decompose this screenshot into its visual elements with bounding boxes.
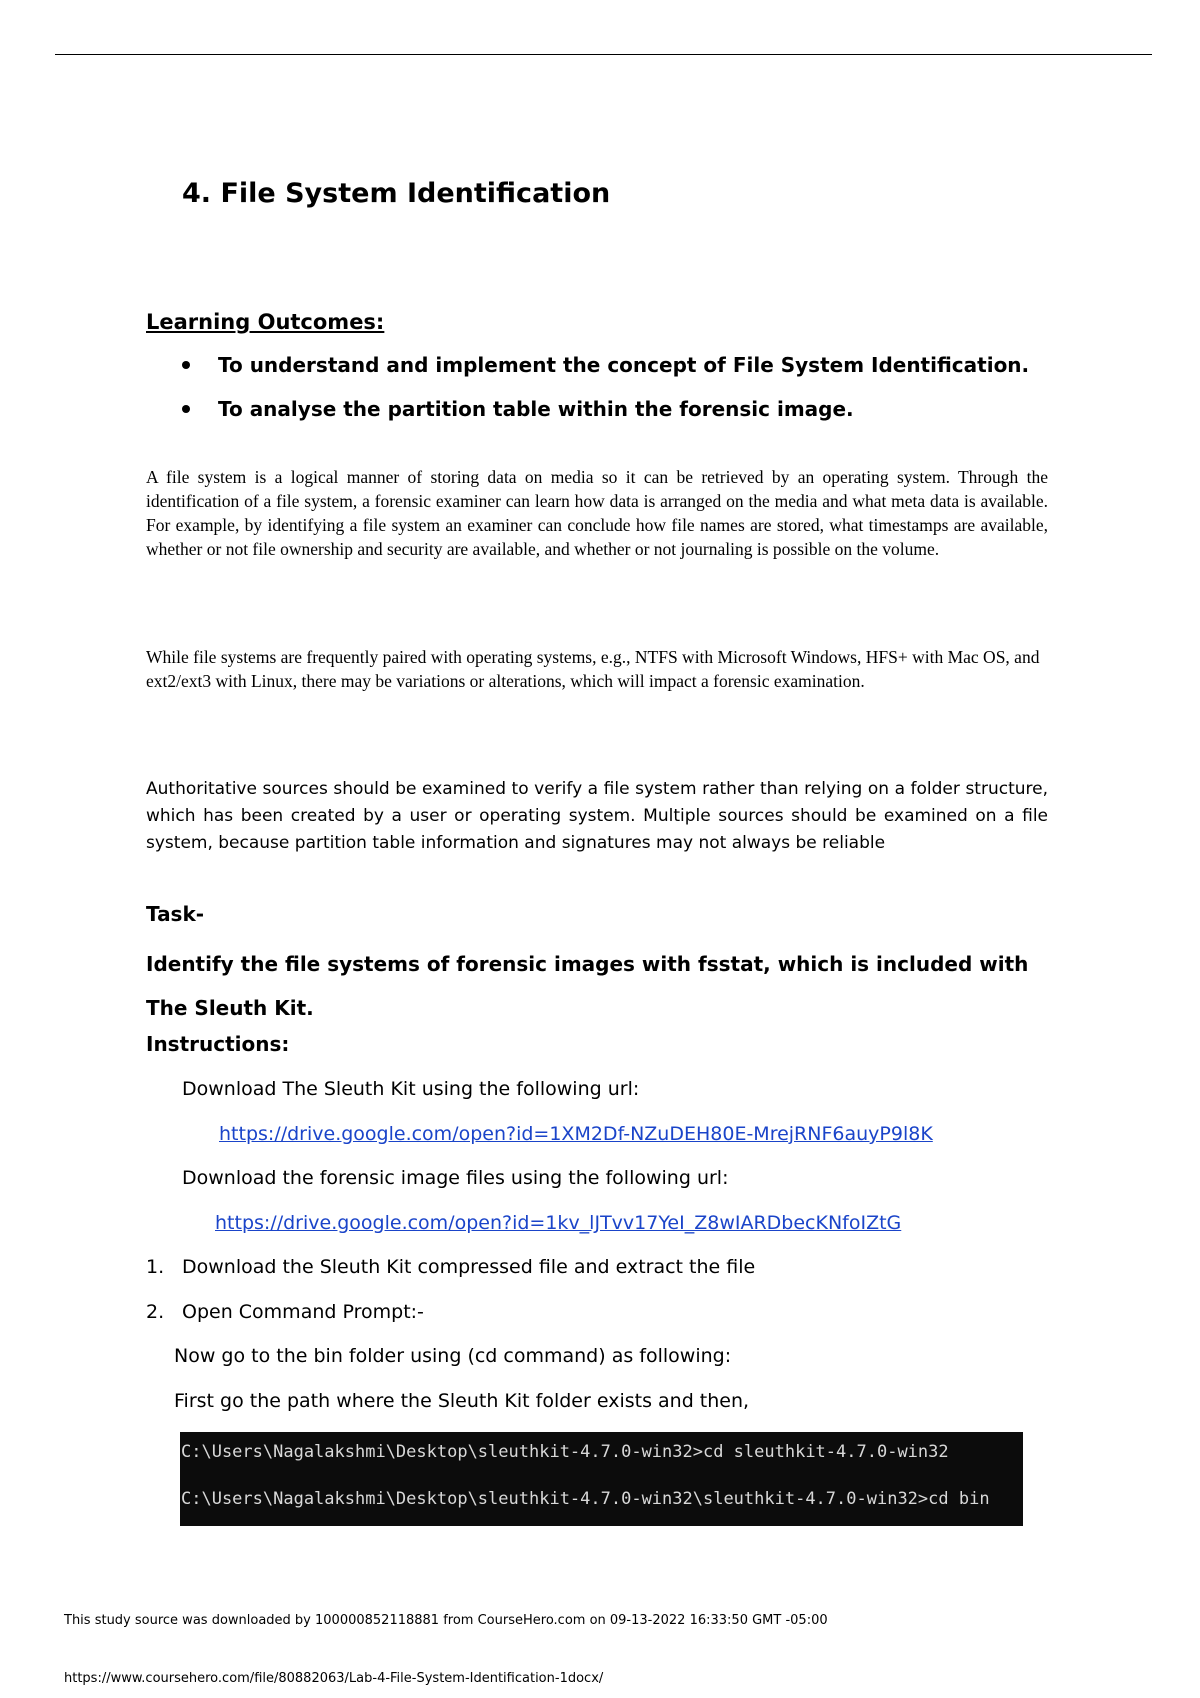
learning-outcome-item: To understand and implement the concept of File System Identification. (182, 350, 1029, 394)
header-rule (55, 54, 1152, 55)
paragraph-file-system-definition: A file system is a logical manner of storing data on media so it can be retrieved by an operating system. Through the identification of a file system, a forensic examiner can learn how data is arranged on the media and what meta data is available. For example, by identifying a file system an examiner can conclude how file names are stored, what timestamps are available, whether or not file ownership and security are available, and whether or not journaling is possible on the volume. (146, 467, 1048, 559)
terminal-line: C:\Users\Nagalakshmi\Desktop\sleuthkit-4.7.0-win32\sleuthkit-4.7.0-win32>cd bin (181, 1489, 990, 1509)
images-download-link[interactable]: https://drive.google.com/open?id=1kv_lJTvv17YeI_Z8wIARDbecKNfoIZtG (215, 1212, 902, 1234)
task-description: Identify the file systems of forensic images with fsstat, which is included with The Sleuth Kit. (146, 952, 1029, 1020)
bin-folder-instruction: Now go to the bin folder using (cd command) as following: (174, 1345, 732, 1367)
step-item: 2. Open Command Prompt:- (146, 1301, 424, 1323)
command-prompt-screenshot (180, 1432, 1023, 1526)
bullet-icon (182, 405, 190, 413)
bullet-icon (182, 361, 190, 369)
instructions-heading: Instructions: (146, 1032, 290, 1056)
download-sleuthkit-text: Download The Sleuth Kit using the following url: (182, 1078, 640, 1100)
task-heading: Task- (146, 902, 205, 926)
learning-outcome-item: To analyse the partition table within the forensic image. (182, 394, 1029, 438)
source-note: This study source was downloaded by 100000852118881 from CourseHero.com on 09-13-2022 16:33:50 GMT -05:00 (64, 1613, 828, 1628)
path-instruction: First go the path where the Sleuth Kit folder exists and then, (174, 1390, 750, 1412)
paragraph-authoritative-sources: Authoritative sources should be examined to verify a file system rather than relying on a folder structure, which has been created by a user or operating system. Multiple sources should be examined on a file system, because partition table information and signatures may not always be reliable (146, 779, 1048, 853)
page-title: 4. File System Identification (182, 178, 611, 209)
source-url: https://www.coursehero.com/file/80882063/Lab-4-File-System-Identification-1docx/ (64, 1671, 604, 1686)
download-images-text: Download the forensic image files using the following url: (182, 1167, 729, 1189)
paragraph-os-pairing: While file systems are frequently paired with operating systems, e.g., NTFS with Microsoft Windows, HFS+ with Mac OS, and ext2/ext3 with Linux, there may be variations or alterations, which will impact a forensic examination. (146, 647, 1040, 691)
sleuthkit-download-link[interactable]: https://drive.google.com/open?id=1XM2Df-NZuDEH80E-MrejRNF6auyP9l8K (219, 1123, 933, 1145)
learning-outcomes-list (182, 350, 1029, 438)
learning-outcomes-heading: Learning Outcomes: (146, 310, 385, 334)
terminal-line: C:\Users\Nagalakshmi\Desktop\sleuthkit-4.7.0-win32>cd sleuthkit-4.7.0-win32 (181, 1442, 949, 1462)
step-item: 1. Download the Sleuth Kit compressed file and extract the file (146, 1256, 756, 1278)
